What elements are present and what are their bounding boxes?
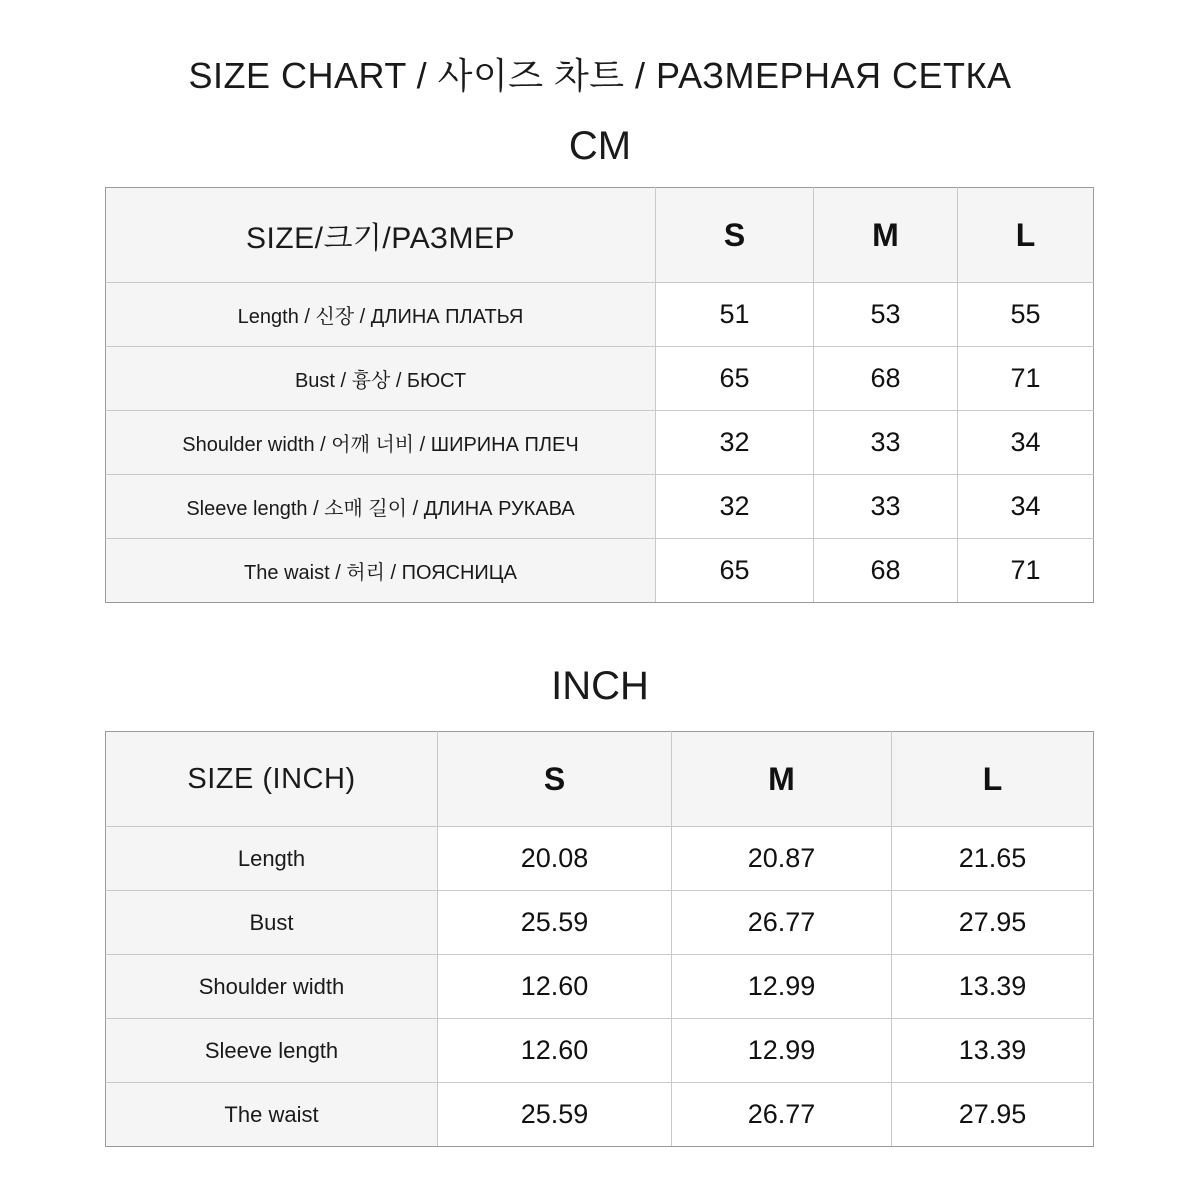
value-cell: 33: [814, 411, 958, 475]
value-cell: 12.99: [672, 1019, 892, 1083]
inch-size-table: [105, 731, 1094, 1147]
value-cell: 51: [656, 283, 814, 347]
cm-unit-heading: CM: [568, 124, 632, 168]
value-cell: 21.65: [892, 827, 1094, 891]
inch-unit-heading: INCH: [551, 664, 649, 708]
value-cell: 26.77: [672, 891, 892, 955]
inch-row-bust: [106, 891, 1094, 955]
cm-header-row: [106, 188, 1094, 283]
value-cell: 12.60: [438, 955, 672, 1019]
cm-column-header-m: M: [814, 188, 958, 283]
cm-header-size-label: SIZE/크기/РАЗМЕР: [106, 188, 656, 283]
value-cell: 27.95: [892, 1083, 1094, 1147]
value-cell: 71: [958, 539, 1094, 603]
cm-row-shoulder-width: [106, 411, 1094, 475]
value-cell: 27.95: [892, 891, 1094, 955]
cm-column-header-l: L: [958, 188, 1094, 283]
inch-column-header-m: M: [672, 732, 892, 827]
value-cell: 65: [656, 347, 814, 411]
cm-row-bust: [106, 347, 1094, 411]
value-cell: 33: [814, 475, 958, 539]
value-cell: 13.39: [892, 955, 1094, 1019]
row-label: Length: [106, 827, 438, 891]
value-cell: 53: [814, 283, 958, 347]
value-cell: 25.59: [438, 1083, 672, 1147]
value-cell: 12.60: [438, 1019, 672, 1083]
cm-row-waist: [106, 539, 1094, 603]
value-cell: 68: [814, 539, 958, 603]
row-label: Sleeve length / 소매 길이 / ДЛИНА РУКАВА: [106, 475, 656, 539]
value-cell: 55: [958, 283, 1094, 347]
row-label: The waist / 허리 / ПОЯСНИЦА: [106, 539, 656, 603]
value-cell: 26.77: [672, 1083, 892, 1147]
row-label: Shoulder width / 어깨 너비 / ШИРИНА ПЛЕЧ: [106, 411, 656, 475]
value-cell: 34: [958, 411, 1094, 475]
inch-row-shoulder-width: [106, 955, 1094, 1019]
inch-column-header-l: L: [892, 732, 1094, 827]
value-cell: 25.59: [438, 891, 672, 955]
cm-column-header-s: S: [656, 188, 814, 283]
value-cell: 32: [656, 411, 814, 475]
inch-row-length: [106, 827, 1094, 891]
value-cell: 32: [656, 475, 814, 539]
row-label: Sleeve length: [106, 1019, 438, 1083]
cm-row-length: [106, 283, 1094, 347]
row-label: The waist: [106, 1083, 438, 1147]
value-cell: 20.87: [672, 827, 892, 891]
value-cell: 34: [958, 475, 1094, 539]
value-cell: 20.08: [438, 827, 672, 891]
row-label: Bust / 흉상 / БЮСТ: [106, 347, 656, 411]
cm-row-sleeve-length: [106, 475, 1094, 539]
value-cell: 68: [814, 347, 958, 411]
value-cell: 13.39: [892, 1019, 1094, 1083]
inch-row-sleeve-length: [106, 1019, 1094, 1083]
cm-size-table: [105, 187, 1094, 603]
value-cell: 12.99: [672, 955, 892, 1019]
inch-header-size-label: SIZE (INCH): [106, 732, 438, 827]
inch-row-waist: [106, 1083, 1094, 1147]
value-cell: 71: [958, 347, 1094, 411]
value-cell: 65: [656, 539, 814, 603]
inch-column-header-s: S: [438, 732, 672, 827]
row-label: Bust: [106, 891, 438, 955]
page-title: SIZE CHART / 사이즈 차트 / РАЗМЕРНАЯ СЕТКА: [188, 55, 1012, 96]
row-label: Length / 신장 / ДЛИНА ПЛАТЬЯ: [106, 283, 656, 347]
row-label: Shoulder width: [106, 955, 438, 1019]
inch-header-row: [106, 732, 1094, 827]
